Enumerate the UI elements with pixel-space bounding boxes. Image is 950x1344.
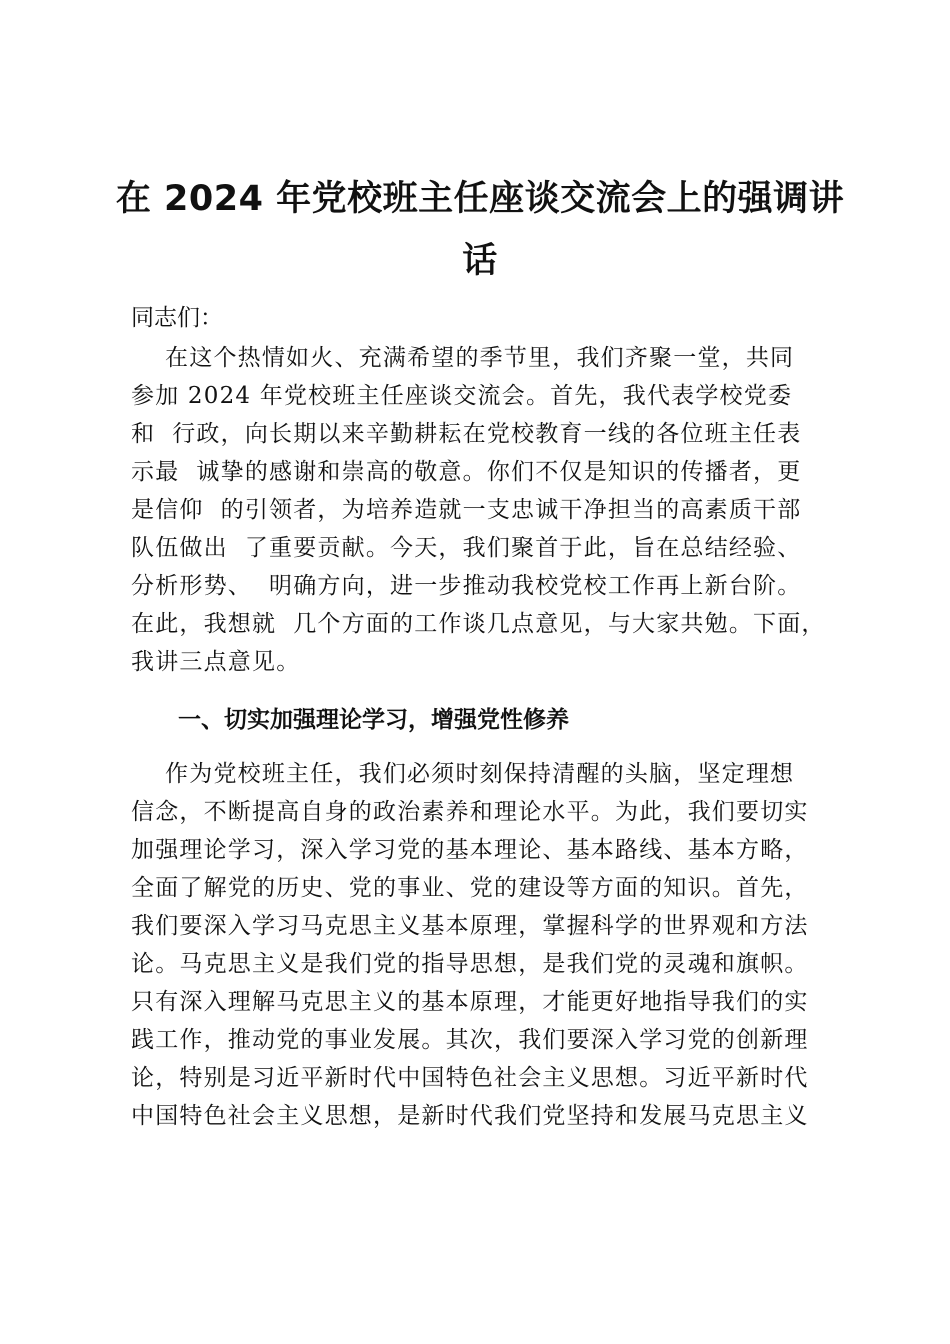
text-line: 只有深入理解马克思主义的基本原理，才能更好地指导我们的实 [131, 989, 809, 1015]
text-line: 队伍做出 了重要贡献。今天，我们聚首于此，旨在总结经验、 [131, 535, 802, 561]
title-line: 话 [462, 241, 498, 281]
text-line: 加强理论学习，深入学习党的基本理论、基本路线、基本方略， [131, 837, 809, 863]
text-line: 作为党校班主任，我们必须时刻保持清醒的头脑，坚定理想 [131, 761, 795, 787]
text-line: 是信仰 的引领者，为培养造就一支忠诚干净担当的高素质干部 [131, 497, 802, 523]
text-line: 践工作，推动党的事业发展。其次，我们要深入学习党的创新理 [131, 1027, 809, 1053]
text-line: 参加 2024 年党校班主任座谈交流会。首先，我代表学校党委 [131, 383, 793, 409]
text-line: 论，特别是习近平新时代中国特色社会主义思想。习近平新时代 [131, 1065, 809, 1091]
text-line: 分析形势、 明确方向，进一步推动我校党校工作再上新台阶。 [131, 573, 802, 599]
text-line: 我讲三点意见。 [131, 649, 301, 675]
salutation: 同志们： [131, 305, 223, 331]
text-line: 我们要深入学习马克思主义基本原理，掌握科学的世界观和方法 [131, 913, 809, 939]
text-line: 论。马克思主义是我们党的指导思想，是我们党的灵魂和旗帜。 [131, 951, 809, 977]
text-line: 和 行政，向长期以来辛勤耕耘在党校教育一线的各位班主任表 [131, 421, 802, 447]
text-line: 在这个热情如火、充满希望的季节里，我们齐聚一堂，共同 [131, 345, 795, 371]
text-line: 中国特色社会主义思想，是新时代我们党坚持和发展马克思主义 [131, 1103, 809, 1129]
text-line: 信念，不断提高自身的政治素养和理论水平。为此，我们要切实 [131, 799, 809, 825]
paragraph-intro [131, 339, 826, 681]
text-line: 在此，我想就 几个方面的工作谈几点意见，与大家共勉。下面， [131, 611, 826, 637]
section-heading-1: 一、切实加强理论学习，增强党性修养 [178, 707, 569, 733]
title-line: 在 2024 年党校班主任座谈交流会上的强调讲 [115, 179, 845, 219]
text-line: 示最 诚挚的感谢和崇高的敬意。你们不仅是知识的传播者，更 [131, 459, 802, 485]
paragraph-section-1 [131, 755, 809, 1135]
text-line: 全面了解党的历史、党的事业、党的建设等方面的知识。首先， [131, 875, 809, 901]
document-title [110, 168, 850, 292]
